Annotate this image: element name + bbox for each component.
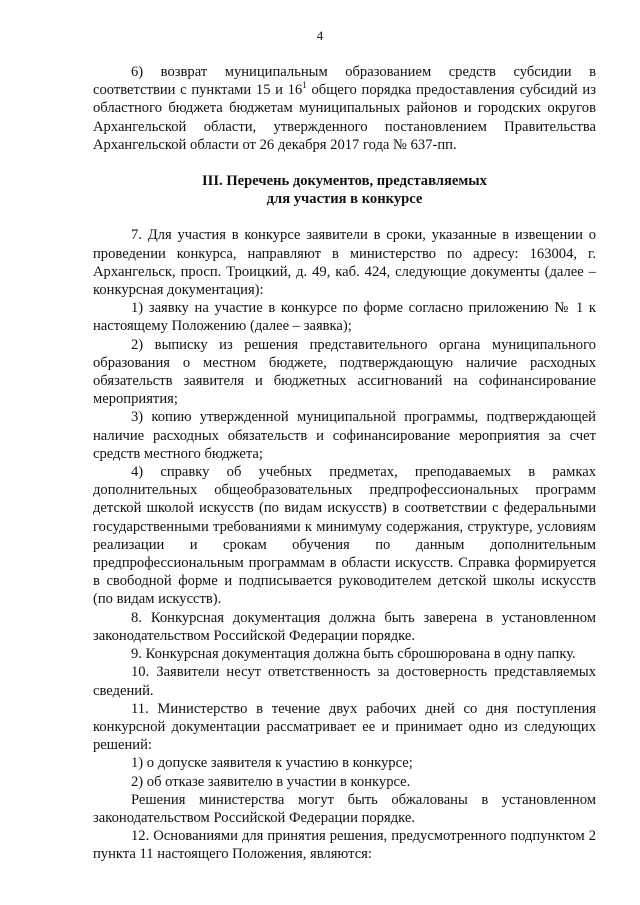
paragraph-7-item-3: 3) копию утвержденной муниципальной программы, подтверждающей наличие расходных обязательств и софинансирование мероприятия за счет средств местного бюджета; [93,409,596,462]
section-title-line-2: для участия в конкурсе [266,191,423,208]
paragraph-9: 9. Конкурсная документация должна быть сброшюрована в одну папку. [131,646,576,663]
paragraph-11-appeal: Решения министерства могут быть обжалованы в установленном законодательством Российской Федерации порядке. [93,791,596,826]
section-title-line-1: III. Перечень документов, представляемых [202,173,487,190]
paragraph-7-item-1: 1) заявку на участие в конкурсе по форме согласно приложению № 1 к настоящему Положению (далее – заявка); [93,300,596,335]
paragraph-7-item-4: 4) справку об учебных предметах, преподаваемых в рамках дополнительных общеобразовательных предпрофессиональных программ детской школой искусств (по видам искусств) в соответствии с федеральными государственными требованиями к минимуму содержания, структуре, условиям реализации и срокам обучения по данным дополнительным предпрофессиональным программам в области искусств. Справка формируется в свободной форме и подписывается руководителем детской школы искусств (по видам искусств). [93,464,596,608]
paragraph-8: 8. Конкурсная документация должна быть заверена в установленном законодательством Российской Федерации порядке. [93,609,596,644]
paragraph-11: 11. Министерство в течение двух рабочих дней со дня поступления конкурсной документации рассматривает ее и принимает одно из следующих решений: [93,700,596,754]
paragraph-7-item-2: 2) выписку из решения представительного органа муниципального образования о местном бюджете, подтверждающую наличие расходных обязательств заявителя и бюджетных ассигнований на софинансирование мероприятия; [93,336,596,408]
paragraph-11-item-1: 1) о допуске заявителя к участию в конкурсе; [131,755,413,772]
paragraph-item-6 [93,63,596,154]
paragraph-12: 12. Основаниями для принятия решения, предусмотренного подпунктом 2 пункта 11 настоящего Положения, являются: [93,828,596,863]
document-body [93,63,596,864]
paragraph-10: 10. Заявители несут ответственность за достоверность представляемых сведений. [93,664,596,699]
footnote-superscript: 1 [302,80,307,91]
paragraph-11-item-2: 2) об отказе заявителю в участии в конкурсе. [131,773,411,790]
paragraph-7: 7. Для участия в конкурсе заявители в сроки, указанные в извещении о проведении конкурса, направляют в министерство по адресу: 163004, г. Архангельск, просп. Троицкий, д. 49, каб. 424, следующие документы (далее – конкурсная документация): [93,227,596,299]
page-number: 4 [316,28,324,43]
paragraph-item-6-text-b: общего порядка предоставления субсидий из областного бюджета бюджетам муниципальных районов и городских округов Архангельской области, утвержденного постановлением Правительства Архангельской области от 26 декабря 2017 года № 637-пп. [93,82,596,153]
paragraph-item-6-text-a: 6) возврат муниципальным образованием средств субсидии в соответствии с пунктами 15 и 16 [93,64,596,99]
